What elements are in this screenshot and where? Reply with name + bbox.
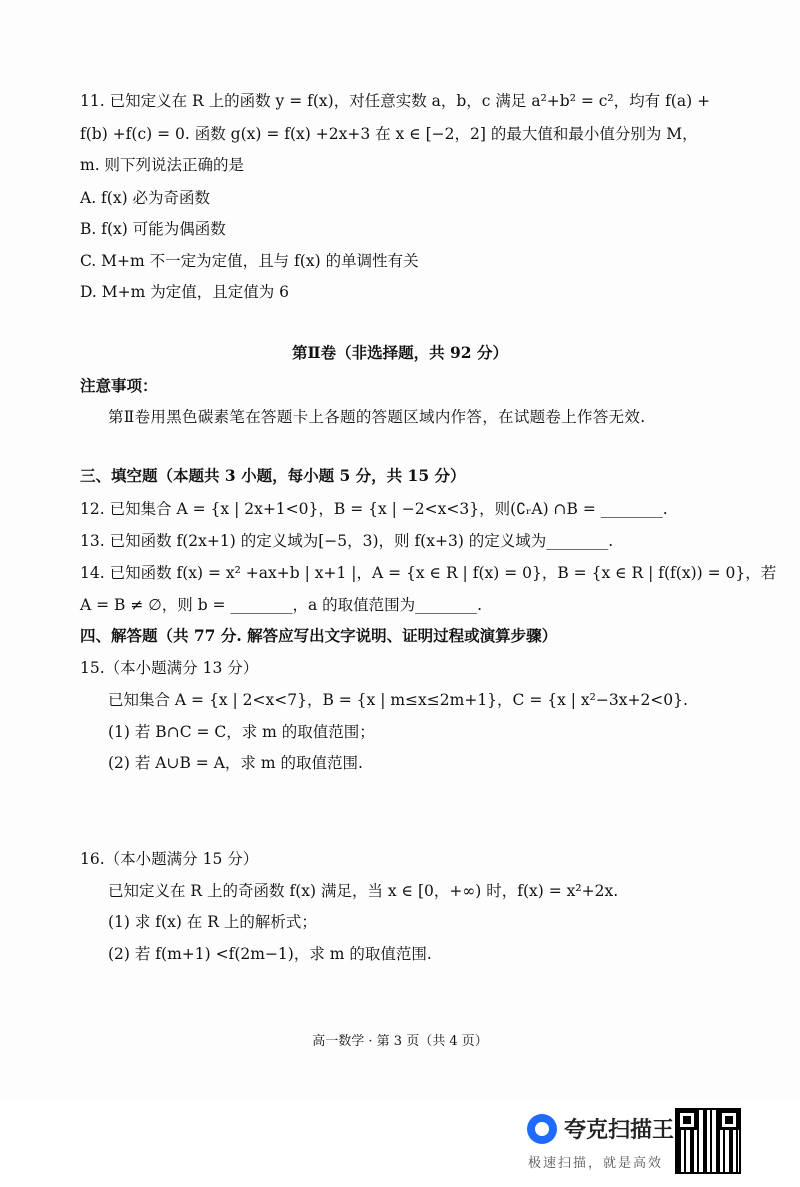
notice-text: 第Ⅱ卷用黑色碳素笔在答题卡上各题的答题区域内作答，在试题卷上作答无效. <box>108 408 646 426</box>
q11-option-b: B. f(x) 可能为偶函数 <box>80 220 226 238</box>
question-14-line-2: A = B ≠ ∅，则 b = ________，a 的取值范围为________. <box>80 596 483 614</box>
q16-stem: 已知定义在 R 上的奇函数 f(x) 满足，当 x ∈ [0，+∞) 时，f(x) = x²+2x. <box>108 882 619 900</box>
q15-stem: 已知集合 A = {x | 2<x<7}，B = {x | m≤x≤2m+1}，C = {x | x²−3x+2<0}. <box>108 691 688 709</box>
part3-heading: 三、填空题（本题共 3 小题，每小题 5 分，共 15 分） <box>80 466 466 485</box>
q11-line-2: f(b) +f(c) = 0. 函数 g(x) = f(x) +2x+3 在 x ∈ [−2，2] 的最大值和最小值分别为 M， <box>80 125 698 143</box>
brand-slogan: 极速扫描，就是高效 <box>528 1156 664 1171</box>
q11-line-1: 11. 已知定义在 R 上的函数 y = f(x)，对任意实数 a，b，c 满足 a²+b² = c²，均有 f(a) + <box>80 92 711 110</box>
brand-name: 夸克扫描王 <box>564 1118 675 1143</box>
notice-heading: 注意事项： <box>80 376 158 395</box>
q15-title: 15.（本小题满分 13 分） <box>80 659 259 677</box>
q16-sub-1: (1) 求 f(x) 在 R 上的解析式； <box>108 913 317 931</box>
q11-option-d: D. M+m 为定值，且定值为 6 <box>80 283 290 301</box>
question-12: 12. 已知集合 A = {x | 2x+1<0}，B = {x | −2<x<3}，则(∁ᵣA) ∩B = ________. <box>80 500 668 518</box>
quark-logo-icon <box>527 1114 557 1144</box>
question-14-line-1: 14. 已知函数 f(x) = x² +ax+b | x+1 |，A = {x ∈ R | f(x) = 0}，B = {x ∈ R | f(f(x)) = 0}，若 <box>80 564 777 582</box>
q16-title: 16.（本小题满分 15 分） <box>80 850 259 868</box>
q16-sub-2: (2) 若 f(m+1) <f(2m−1)，求 m 的取值范围. <box>108 945 432 963</box>
q11-line-3: m. 则下列说法正确的是 <box>80 156 245 174</box>
part4-heading: 四、解答题（共 77 分. 解答应写出文字说明、证明过程或演算步骤） <box>80 626 558 645</box>
q11-option-a: A. f(x) 必为奇函数 <box>80 189 211 207</box>
page-footer: 高一数学 · 第 3 页（共 4 页） <box>312 1034 488 1049</box>
question-13: 13. 已知函数 f(2x+1) 的定义域为[−5，3)，则 f(x+3) 的定义域为________. <box>80 532 614 550</box>
section-title: 第Ⅱ卷（非选择题，共 92 分） <box>292 343 508 362</box>
q11-option-c: C. M+m 不一定为定值，且与 f(x) 的单调性有关 <box>80 252 419 270</box>
q15-sub-1: (1) 若 B∩C = C，求 m 的取值范围； <box>108 723 375 741</box>
qr-code-icon[interactable] <box>677 1110 739 1172</box>
q15-sub-2: (2) 若 A∪B = A，求 m 的取值范围. <box>108 754 363 772</box>
